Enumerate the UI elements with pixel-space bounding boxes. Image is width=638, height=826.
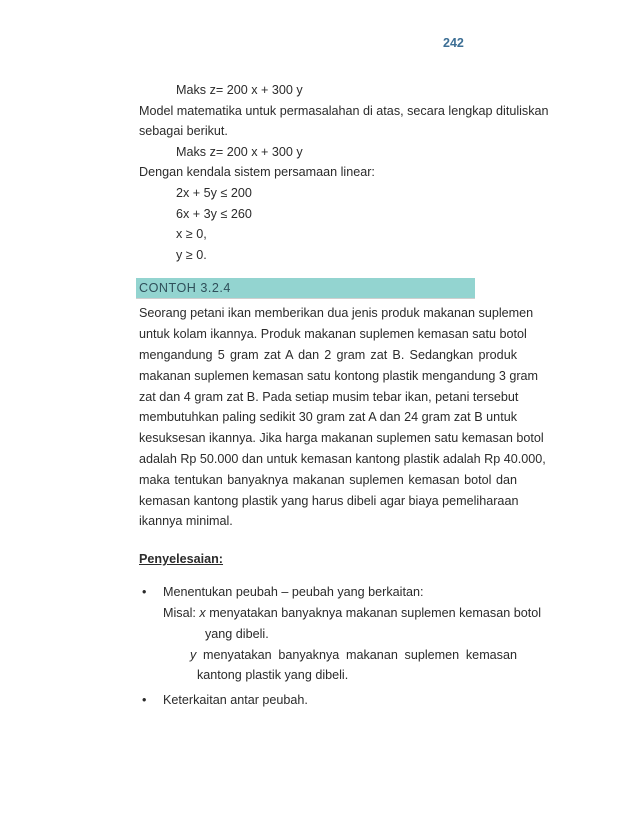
bullet-icon: • (142, 585, 147, 600)
objective-function-restated: Maks z= 200 x + 300 y (176, 144, 303, 159)
model-intro-line-2: sebagai berikut. (139, 124, 228, 139)
example-line-8: adalah Rp 50.000 dan untuk kemasan kantong plastik adalah Rp 40.000, (139, 451, 546, 466)
misal-y-line (139, 645, 517, 666)
example-line-10: kemasan kantong plastik yang harus dibeli agar biaya pemeliharaan (139, 493, 519, 508)
example-line-2: untuk kolam ikannya. Produk makanan suplemen kemasan satu botol (139, 327, 527, 342)
example-body (139, 303, 546, 532)
solution-list (139, 582, 542, 711)
constraint-2: 6x + 3y ≤ 260 (176, 206, 252, 221)
bullet-icon: • (142, 693, 147, 708)
variable-y: y (190, 647, 197, 662)
objective-function-text: Maks z= 200 x + 300 y (176, 83, 303, 97)
example-header: CONTOH 3.2.4 (136, 278, 475, 299)
objective-function (139, 80, 517, 101)
constraint-4: y ≥ 0. (176, 247, 207, 262)
misal-x-text: menyatakan banyaknya makanan suplemen kemasan botol (209, 605, 542, 620)
example-line-11: ikannya minimal. (139, 514, 233, 529)
example-line-4: makanan suplemen kemasan satu kontong plastik mengandung 3 gram (139, 368, 539, 383)
variable-x: x (199, 605, 206, 620)
example-line-6: membutuhkan paling sedikit 30 gram zat A dan 24 gram zat B untuk (139, 410, 517, 425)
bullet-text: Keterkaitan antar peubah. (163, 693, 308, 708)
constraint-3: x ≥ 0, (176, 227, 207, 242)
list-item (139, 582, 517, 603)
example-line-5: zat dan 4 gram zat B. Pada setiap musim tebar ikan, petani tersebut (139, 389, 519, 404)
solution-title: Penyelesaian: (139, 552, 224, 567)
example-line-1: Seorang petani ikan memberikan dua jenis produk makanan suplemen (139, 306, 534, 321)
misal-y-continuation: kantong plastik yang dibeli. (197, 668, 349, 683)
example-line-9: maka tentukan banyaknya makanan suplemen kemasan botol dan (139, 472, 517, 487)
page-number: 242 (443, 36, 464, 50)
misal-x-continuation: yang dibeli. (205, 626, 269, 641)
list-item (139, 690, 517, 711)
bullet-text: Menentukan peubah – peubah yang berkaitan: (163, 585, 424, 600)
misal-y-text: menyatakan banyaknya makanan suplemen kemasan (203, 647, 517, 662)
constraint-1: 2x + 5y ≤ 200 (176, 185, 252, 200)
misal-x-line (139, 603, 542, 624)
example-line-3: mengandung 5 gram zat A dan 2 gram zat B. Sedangkan produk (139, 347, 517, 362)
example-line-7: kesuksesan ikannya. Jika harga makanan suplemen satu kemasan botol (139, 431, 544, 446)
page-content (139, 80, 549, 711)
constraints-intro: Dengan kendala sistem persamaan linear: (139, 165, 375, 180)
model-intro-line-1: Model matematika untuk permasalahan di atas, secara lengkap dituliskan (139, 103, 549, 118)
misal-prefix: Misal: (163, 605, 196, 620)
